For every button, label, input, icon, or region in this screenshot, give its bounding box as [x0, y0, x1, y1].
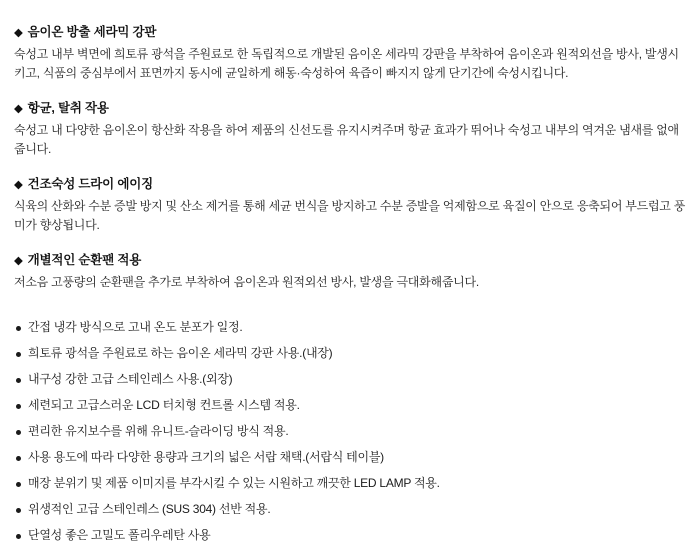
- bullet-dot-icon: [16, 378, 21, 383]
- bullet-dot-icon: [16, 352, 21, 357]
- list-item: [14, 346, 686, 361]
- list-item-label: 편리한 유지보수를 위해 유니트-슬라이딩 방식 적용.: [28, 424, 289, 439]
- section-title: 음이온 방출 세라믹 강판: [27, 25, 157, 39]
- list-item: [14, 528, 686, 543]
- feature-section: [14, 250, 686, 292]
- list-item-label: 단열성 좋은 고밀도 폴리우레탄 사용: [28, 528, 211, 543]
- section-heading: [14, 22, 686, 40]
- bullet-dot-icon: [16, 326, 21, 331]
- list-item: [14, 450, 686, 465]
- list-item-label: 사용 용도에 따라 다양한 용량과 크기의 넓은 서랍 채택.(서랍식 테이블): [28, 450, 384, 465]
- section-heading: [14, 174, 686, 192]
- diamond-icon: ◆: [14, 178, 23, 191]
- diamond-icon: ◆: [14, 102, 23, 115]
- section-body: 숙성고 내부 벽면에 희토류 광석을 주원료로 한 독립적으로 개발된 음이온 세라믹 강판을 부착하여 음이온과 원적외선을 방사, 발생시키고, 식품의 중심부에서 표면까지 동시에 균일하게 해동·숙성하여 육즙이 빠지지 않게 단기간에 숙성시킵니다.: [14, 47, 679, 81]
- list-item-label: 위생적인 고급 스테인레스 (SUS 304) 선반 적용.: [28, 502, 271, 517]
- section-body: 식육의 산화와 수분 증발 방지 및 산소 제거를 통해 세균 번식을 방지하고 수분 증발을 억제함으로 육질이 안으로 응축되어 부드럽고 풍미가 향상됩니다.: [14, 198, 686, 233]
- bullet-dot-icon: [16, 456, 21, 461]
- bullet-dot-icon: [16, 482, 21, 487]
- section-heading: [14, 98, 686, 116]
- list-item: [14, 424, 686, 439]
- feature-section: [14, 98, 686, 160]
- bullet-dot-icon: [16, 430, 21, 435]
- list-item-label: 매장 분위기 및 제품 이미지를 부각시킬 수 있는 시원하고 깨끗한 LED LAMP 적용.: [28, 476, 440, 491]
- list-item-label: 내구성 강한 고급 스테인레스 사용.(외장): [28, 372, 233, 387]
- list-item: [14, 372, 686, 387]
- list-item: [14, 398, 686, 413]
- section-heading: [14, 250, 686, 268]
- diamond-icon: ◆: [14, 27, 23, 39]
- section-title: 항균, 탈취 작용: [27, 100, 109, 115]
- list-item: [14, 502, 686, 517]
- diamond-icon: ◆: [14, 254, 23, 267]
- bullet-dot-icon: [16, 508, 21, 513]
- bullet-dot-icon: [16, 534, 21, 539]
- feature-section: [14, 22, 686, 84]
- bullet-dot-icon: [16, 404, 21, 409]
- spec-bullet-list: [14, 320, 686, 543]
- list-item: [14, 320, 686, 335]
- list-item: [14, 476, 686, 491]
- section-body: 숙성고 내 다양한 음이온이 항산화 작용을 하여 제품의 신선도를 유지시켜주며 항균 효과가 뛰어나 숙성고 내부의 역겨운 냄새를 없애줍니다.: [14, 122, 679, 157]
- list-item-label: 간접 냉각 방식으로 고내 온도 분포가 일정.: [28, 320, 243, 335]
- list-item-label: 세련되고 고급스러운 LCD 터치형 컨트롤 시스템 적용.: [28, 398, 300, 413]
- list-item-label: 희토류 광석을 주원료로 하는 음이온 세라믹 강판 사용.(내장): [28, 346, 333, 361]
- section-title: 건조숙성 드라이 에이징: [27, 176, 153, 191]
- section-body: 저소음 고풍량의 순환팬을 추가로 부착하여 음이온과 원적외선 방사, 발생을 극대화해줍니다.: [14, 274, 479, 289]
- section-title: 개별적인 순환팬 적용: [27, 252, 142, 267]
- feature-section: [14, 174, 686, 236]
